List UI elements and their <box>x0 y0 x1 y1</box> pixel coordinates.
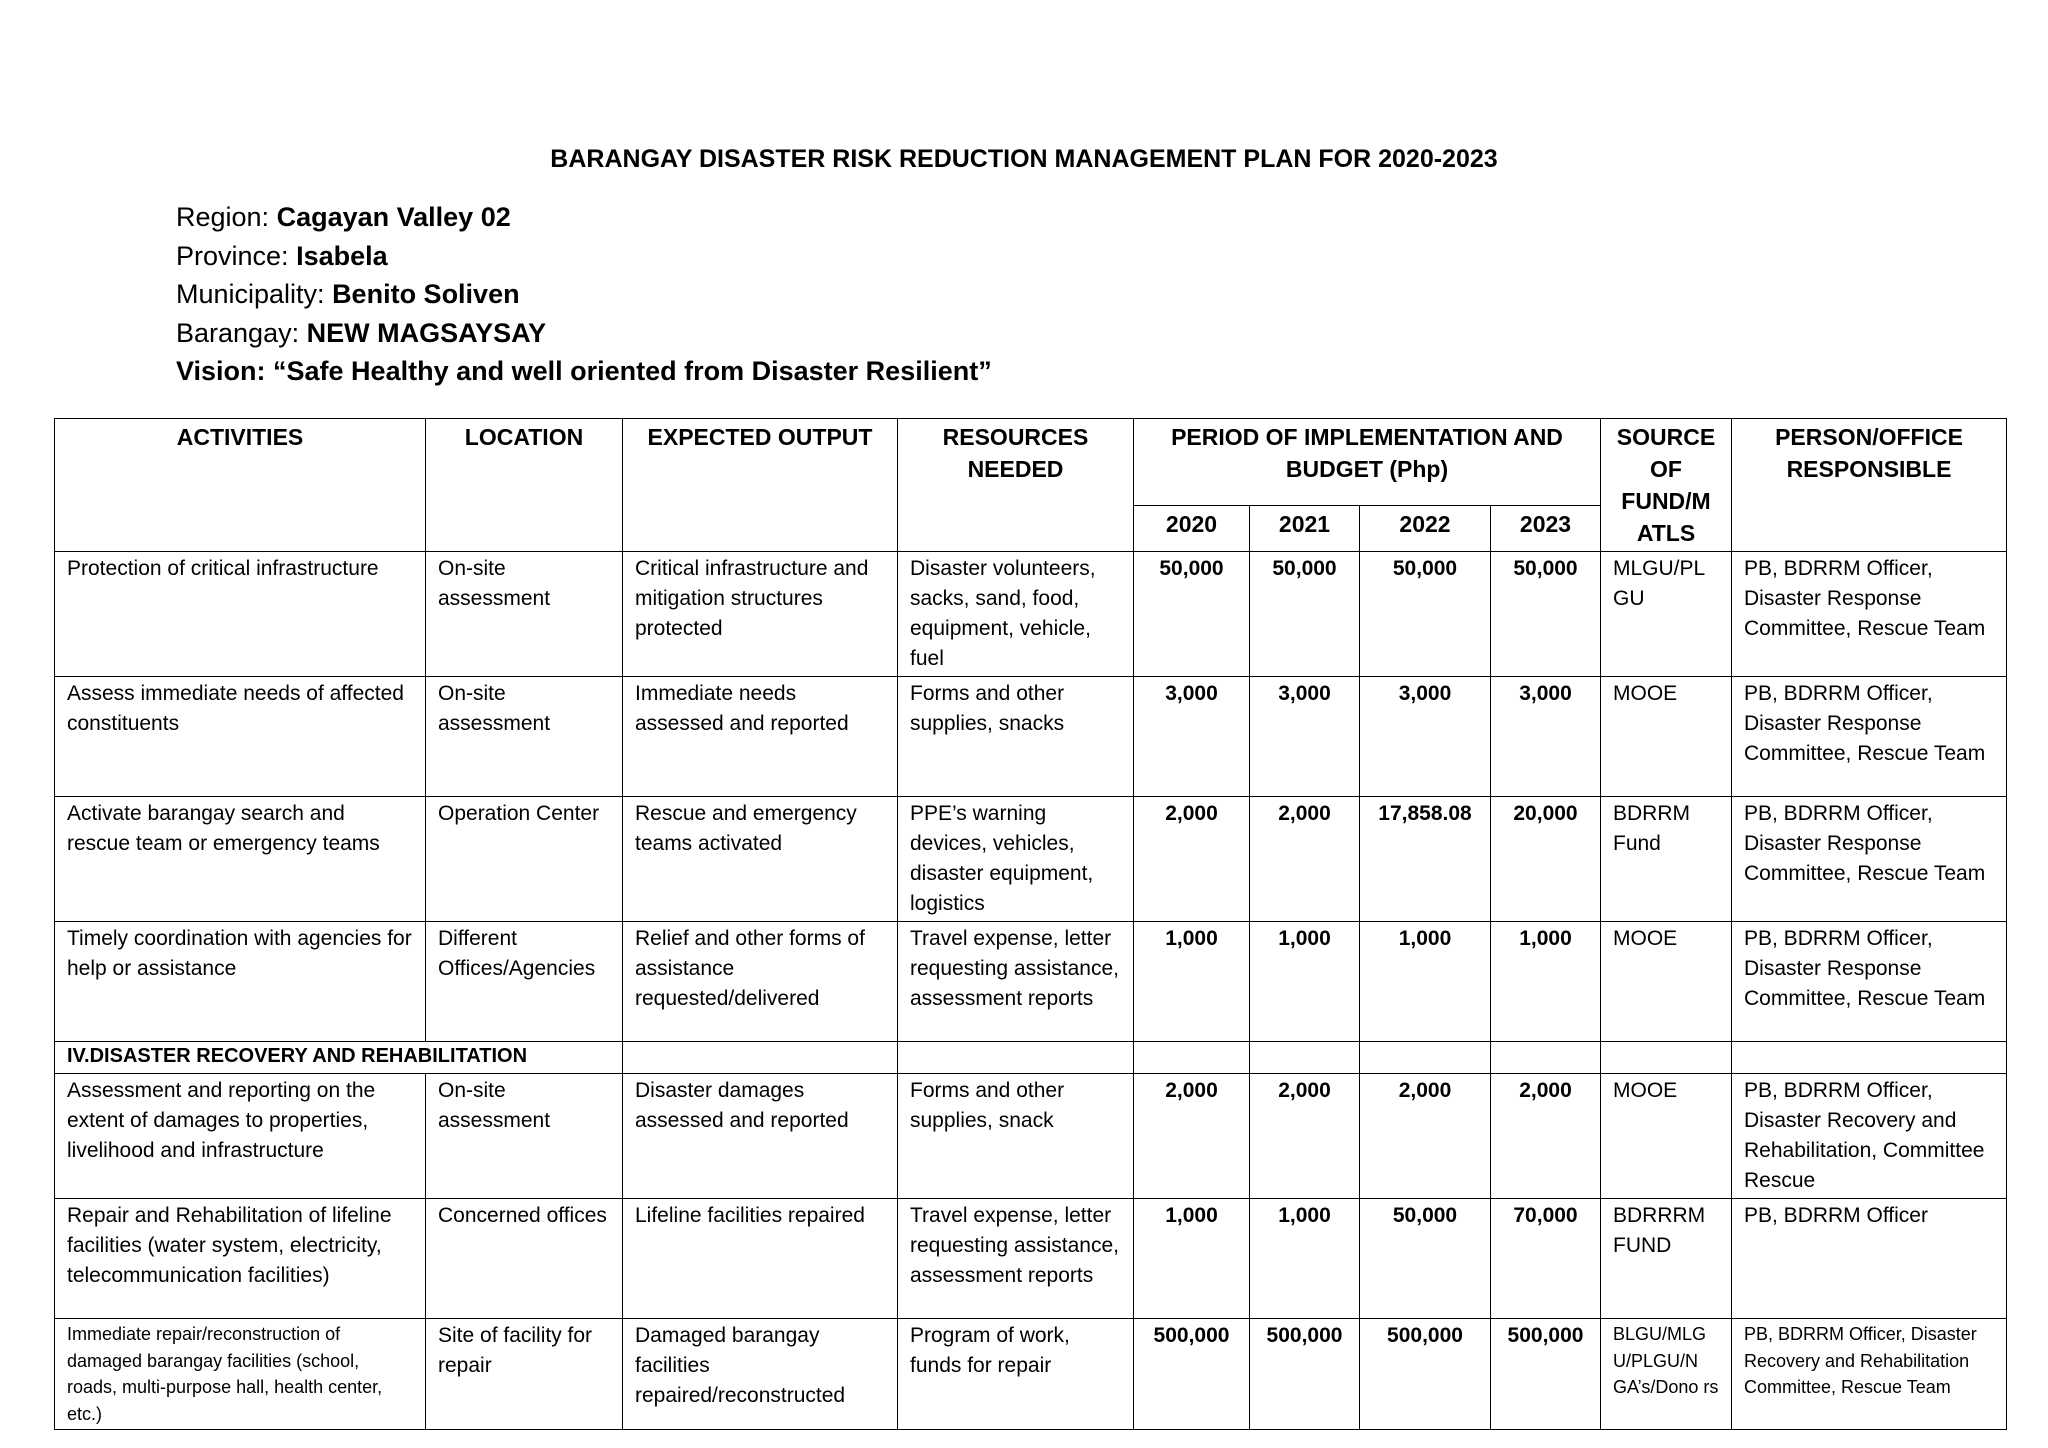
cell-responsible: PB, BDRRM Officer, Disaster Recovery and Rehabilitation, Committee Rescue <box>1732 1074 2007 1199</box>
cell-budget-2023: 2,000 <box>1491 1074 1601 1199</box>
cell-budget-2022: 3,000 <box>1360 677 1491 797</box>
cell-budget-2022: 17,858.08 <box>1360 797 1491 922</box>
cell-budget-2022: 50,000 <box>1360 1199 1491 1319</box>
cell-budget-2021: 2,000 <box>1250 797 1360 922</box>
province-label: Province: <box>176 240 297 271</box>
cell-location: Different Offices/Agencies <box>426 922 623 1042</box>
cell-location: On-site assessment <box>426 677 623 797</box>
cell-responsible: PB, BDRRM Officer, Disaster Response Committee, Rescue Team <box>1732 922 2007 1042</box>
cell-activity: Assess immediate needs of affected constituents <box>55 677 426 797</box>
header-year-2022: 2022 <box>1360 505 1491 551</box>
cell-output: Critical infrastructure and mitigation structures protected <box>623 552 898 677</box>
cell-budget-2020: 3,000 <box>1134 677 1250 797</box>
cell-activity: Assessment and reporting on the extent of damages to properties, livelihood and infrastructure <box>55 1074 426 1199</box>
province-row <box>176 237 992 276</box>
region-row <box>176 198 992 237</box>
cell-budget-2021: 50,000 <box>1250 552 1360 677</box>
cell-budget-2022: 1,000 <box>1360 922 1491 1042</box>
empty-cell <box>1250 1042 1360 1074</box>
cell-output: Disaster damages assessed and reported <box>623 1074 898 1199</box>
cell-budget-2020: 500,000 <box>1134 1319 1250 1430</box>
cell-budget-2020: 2,000 <box>1134 1074 1250 1199</box>
cell-activity: Activate barangay search and rescue team or emergency teams <box>55 797 426 922</box>
cell-budget-2023: 50,000 <box>1491 552 1601 677</box>
cell-location: On-site assessment <box>426 1074 623 1199</box>
cell-responsible: PB, BDRRM Officer, Disaster Response Committee, Rescue Team <box>1732 797 2007 922</box>
table-row <box>55 552 2007 677</box>
cell-activity: Timely coordination with agencies for help or assistance <box>55 922 426 1042</box>
empty-cell <box>898 1042 1134 1074</box>
cell-output: Damaged barangay facilities repaired/reconstructed <box>623 1319 898 1430</box>
cell-budget-2020: 1,000 <box>1134 922 1250 1042</box>
cell-budget-2021: 2,000 <box>1250 1074 1360 1199</box>
cell-budget-2023: 70,000 <box>1491 1199 1601 1319</box>
cell-location: Site of facility for repair <box>426 1319 623 1430</box>
header-expected-output: EXPECTED OUTPUT <box>623 419 898 552</box>
document-title: BARANGAY DISASTER RISK REDUCTION MANAGEMENT PLAN FOR 2020-2023 <box>550 145 1498 173</box>
document-meta <box>176 198 992 391</box>
table-row <box>55 922 2007 1042</box>
header-activities: ACTIVITIES <box>55 419 426 552</box>
table-row <box>55 677 2007 797</box>
cell-resources: Travel expense, letter requesting assistance, assessment reports <box>898 922 1134 1042</box>
empty-cell <box>623 1042 898 1074</box>
vision-statement: Vision: “Safe Healthy and well oriented from Disaster Resilient” <box>176 356 992 386</box>
cell-location: On-site assessment <box>426 552 623 677</box>
cell-budget-2022: 50,000 <box>1360 552 1491 677</box>
cell-activity: Repair and Rehabilitation of lifeline facilities (water system, electricity, telecommunication facilities) <box>55 1199 426 1319</box>
cell-source: MOOE <box>1601 922 1732 1042</box>
cell-budget-2020: 2,000 <box>1134 797 1250 922</box>
cell-budget-2023: 20,000 <box>1491 797 1601 922</box>
header-resources: RESOURCES NEEDED <box>898 419 1134 552</box>
cell-location: Concerned offices <box>426 1199 623 1319</box>
cell-responsible: PB, BDRRM Officer, Disaster Response Committee, Rescue Team <box>1732 552 2007 677</box>
cell-activity: Immediate repair/reconstruction of damaged barangay facilities (school, roads, multi-purpose hall, health center, etc.) <box>55 1319 426 1430</box>
cell-output: Lifeline facilities repaired <box>623 1199 898 1319</box>
cell-resources: Disaster volunteers, sacks, sand, food, equipment, vehicle, fuel <box>898 552 1134 677</box>
cell-activity: Protection of critical infrastructure <box>55 552 426 677</box>
empty-cell <box>1491 1042 1601 1074</box>
cell-responsible: PB, BDRRM Officer, Disaster Recovery and Rehabilitation Committee, Rescue Team <box>1732 1319 2007 1430</box>
barangay-value: NEW MAGSAYSAY <box>306 317 547 348</box>
empty-cell <box>1360 1042 1491 1074</box>
header-year-2023: 2023 <box>1491 505 1601 551</box>
region-value: Cagayan Valley 02 <box>276 202 511 232</box>
header-location: LOCATION <box>426 419 623 552</box>
cell-output: Immediate needs assessed and reported <box>623 677 898 797</box>
cell-resources: Forms and other supplies, snack <box>898 1074 1134 1199</box>
municipality-label: Municipality: <box>176 279 333 309</box>
cell-budget-2020: 1,000 <box>1134 1199 1250 1319</box>
cell-budget-2021: 1,000 <box>1250 922 1360 1042</box>
header-source: SOURCE OF FUND/M ATLS <box>1601 419 1732 552</box>
cell-budget-2020: 50,000 <box>1134 552 1250 677</box>
cell-source: BLGU/MLG U/PLGU/N GA’s/Dono rs <box>1601 1319 1732 1430</box>
plan-table <box>54 418 2007 1430</box>
empty-cell <box>1601 1042 1732 1074</box>
header-responsible: PERSON/OFFICE RESPONSIBLE <box>1732 419 2007 552</box>
cell-responsible: PB, BDRRM Officer, Disaster Response Committee, Rescue Team <box>1732 677 2007 797</box>
header-year-2021: 2021 <box>1250 505 1360 551</box>
table-row <box>55 1319 2007 1430</box>
cell-source: MOOE <box>1601 1074 1732 1199</box>
region-label: Region: <box>176 202 277 232</box>
table-row <box>55 1074 2007 1199</box>
cell-source: BDRRRM FUND <box>1601 1199 1732 1319</box>
barangay-label: Barangay: <box>176 317 307 348</box>
barangay-row <box>176 314 992 353</box>
cell-budget-2021: 1,000 <box>1250 1199 1360 1319</box>
province-value: Isabela <box>296 240 388 271</box>
empty-cell <box>1732 1042 2007 1074</box>
cell-budget-2021: 500,000 <box>1250 1319 1360 1430</box>
cell-budget-2023: 1,000 <box>1491 922 1601 1042</box>
empty-cell <box>1134 1042 1250 1074</box>
cell-resources: PPE’s warning devices, vehicles, disaster equipment, logistics <box>898 797 1134 922</box>
cell-source: MLGU/PL GU <box>1601 552 1732 677</box>
cell-resources: Program of work, funds for repair <box>898 1319 1134 1430</box>
cell-budget-2021: 3,000 <box>1250 677 1360 797</box>
cell-budget-2023: 3,000 <box>1491 677 1601 797</box>
cell-source: MOOE <box>1601 677 1732 797</box>
table-row <box>55 1199 2007 1319</box>
cell-budget-2022: 2,000 <box>1360 1074 1491 1199</box>
cell-budget-2023: 500,000 <box>1491 1319 1601 1430</box>
cell-resources: Travel expense, letter requesting assistance, assessment reports <box>898 1199 1134 1319</box>
section-title: IV.DISASTER RECOVERY AND REHABILITATION <box>55 1042 623 1074</box>
municipality-row <box>176 275 992 314</box>
cell-source: BDRRM Fund <box>1601 797 1732 922</box>
table-row <box>55 797 2007 922</box>
cell-output: Rescue and emergency teams activated <box>623 797 898 922</box>
municipality-value: Benito Soliven <box>332 279 520 309</box>
cell-location: Operation Center <box>426 797 623 922</box>
cell-budget-2022: 500,000 <box>1360 1319 1491 1430</box>
header-year-2020: 2020 <box>1134 505 1250 551</box>
cell-responsible: PB, BDRRM Officer <box>1732 1199 2007 1319</box>
section-row <box>55 1042 2007 1074</box>
header-period: PERIOD OF IMPLEMENTATION AND BUDGET (Php) <box>1134 419 1601 506</box>
cell-output: Relief and other forms of assistance requested/delivered <box>623 922 898 1042</box>
cell-resources: Forms and other supplies, snacks <box>898 677 1134 797</box>
